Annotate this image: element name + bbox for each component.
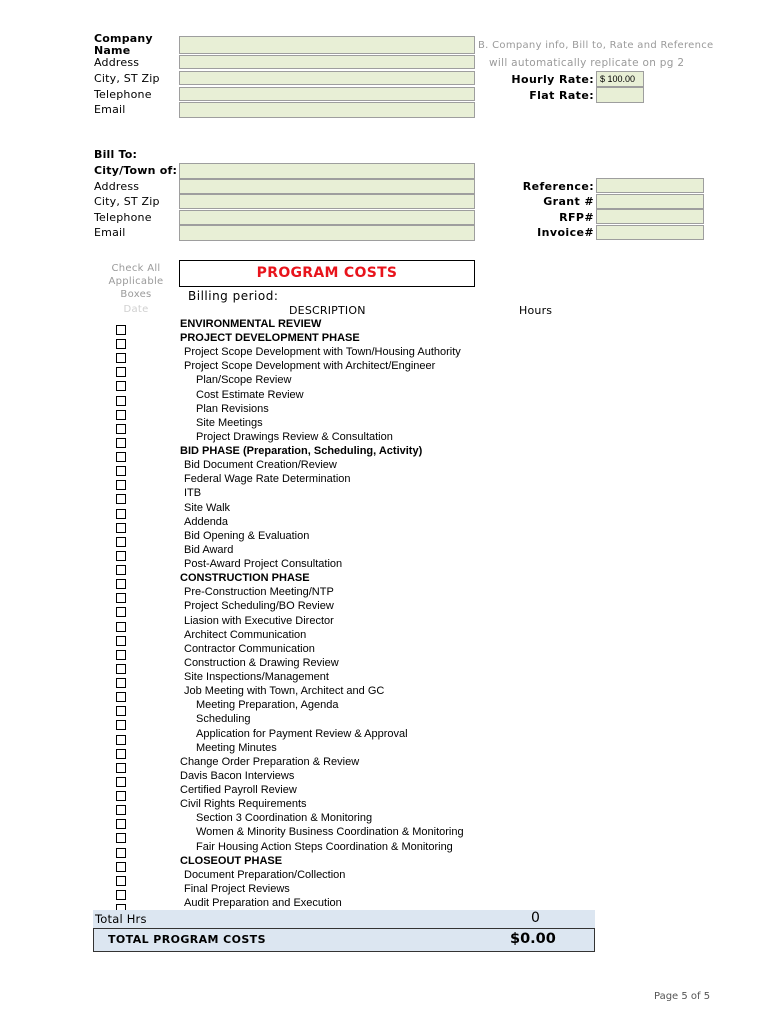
- task-item: Davis Bacon Interviews: [180, 769, 295, 782]
- company-address-field[interactable]: [179, 55, 475, 69]
- bill-telephone-label: Telephone: [94, 211, 152, 224]
- task-section-header: PROJECT DEVELOPMENT PHASE: [180, 332, 360, 345]
- bill-telephone-field[interactable]: [179, 210, 475, 225]
- rfp-field[interactable]: [596, 209, 704, 224]
- task-item: Civil Rights Requirements: [180, 798, 307, 811]
- task-item: Plan Revisions: [196, 402, 269, 415]
- task-item: Liasion with Executive Director: [184, 614, 334, 627]
- task-item: Addenda: [184, 515, 229, 528]
- task-checkbox[interactable]: [116, 410, 126, 420]
- task-item: Cost Estimate Review: [196, 388, 304, 401]
- description-header: DESCRIPTION: [289, 304, 366, 317]
- check-all-line1: Check All: [111, 263, 161, 274]
- invoice-label: Invoice#: [537, 226, 594, 239]
- company-telephone-field[interactable]: [179, 87, 475, 101]
- task-checkbox[interactable]: [116, 607, 126, 617]
- date-label: Date: [123, 304, 149, 315]
- task-item: Meeting Preparation, Agenda: [196, 699, 339, 712]
- task-item: Change Order Preparation & Review: [180, 755, 360, 768]
- check-all-line2: Applicable: [108, 276, 164, 287]
- task-checkbox[interactable]: [116, 819, 126, 829]
- task-item: Section 3 Coordination & Monitoring: [196, 812, 373, 825]
- total-hrs-label: Total Hrs: [95, 912, 147, 926]
- reference-field[interactable]: [596, 178, 704, 193]
- task-checkbox[interactable]: [116, 650, 126, 660]
- task-checkbox[interactable]: [116, 537, 126, 547]
- task-checkbox[interactable]: [116, 749, 126, 759]
- task-checkbox[interactable]: [116, 480, 126, 490]
- bill-city-label: City, ST Zip: [94, 195, 160, 208]
- task-checkbox[interactable]: [116, 494, 126, 504]
- task-checkbox[interactable]: [116, 325, 126, 335]
- task-item: Project Scheduling/BO Review: [184, 600, 334, 613]
- task-item: Final Project Reviews: [184, 882, 290, 895]
- replicate-note-line1: B. Company info, Bill to, Rate and Reference: [478, 40, 714, 51]
- task-item: Certified Payroll Review: [180, 784, 297, 797]
- task-checkbox[interactable]: [116, 424, 126, 434]
- bill-email-field[interactable]: [179, 225, 475, 241]
- task-item: Project Drawings Review & Consultation: [196, 430, 393, 443]
- task-section-header: BID PHASE (Preparation, Scheduling, Activity): [180, 445, 423, 458]
- program-costs-title: PROGRAM COSTS: [256, 265, 398, 281]
- task-item: Site Meetings: [196, 416, 263, 429]
- task-item: Post-Award Project Consultation: [184, 558, 343, 571]
- flat-rate-field[interactable]: [596, 87, 644, 103]
- task-item: Contractor Communication: [184, 642, 315, 655]
- company-city-field[interactable]: [179, 71, 475, 85]
- task-checkbox[interactable]: [116, 579, 126, 589]
- task-checkbox[interactable]: [116, 636, 126, 646]
- company-email-label: Email: [94, 103, 126, 116]
- company-name-label: Company Name: [94, 32, 153, 57]
- page-number: Page 5 of 5: [654, 991, 711, 1002]
- task-item: Project Scope Development with Town/Housing Authority: [184, 346, 461, 359]
- task-checkbox[interactable]: [116, 848, 126, 858]
- task-checkbox[interactable]: [116, 777, 126, 787]
- hourly-rate-field[interactable]: $ 100.00: [596, 71, 644, 87]
- task-checkbox[interactable]: [116, 381, 126, 391]
- task-item: Application for Payment Review & Approval: [196, 727, 408, 740]
- task-item: Pre-Construction Meeting/NTP: [184, 586, 334, 599]
- task-checkbox[interactable]: [116, 876, 126, 886]
- city-town-label: City/Town of:: [94, 164, 178, 177]
- task-checkbox[interactable]: [116, 706, 126, 716]
- grant-field[interactable]: [596, 194, 704, 209]
- task-checkbox[interactable]: [116, 735, 126, 745]
- program-costs-title-box: [179, 260, 475, 287]
- task-item: Bid Document Creation/Review: [184, 459, 337, 472]
- task-checkbox[interactable]: [116, 862, 126, 872]
- check-all-line3: Boxes: [120, 289, 152, 300]
- total-costs-row: [93, 928, 595, 952]
- task-item: Audit Preparation and Execution: [184, 897, 342, 909]
- total-costs-value: $0.00: [510, 931, 556, 947]
- company-address-label: Address: [94, 56, 140, 69]
- reference-label: Reference:: [522, 180, 594, 193]
- task-item: Federal Wage Rate Determination: [184, 473, 351, 486]
- task-checkbox[interactable]: [116, 622, 126, 632]
- task-item: Project Scope Development with Architect/Engineer: [184, 360, 436, 373]
- bill-to-title: Bill To:: [94, 148, 138, 161]
- task-checkbox[interactable]: [116, 466, 126, 476]
- total-hrs-value: 0: [531, 910, 540, 926]
- billing-period-label: Billing period:: [188, 289, 279, 303]
- rfp-label: RFP#: [559, 211, 594, 224]
- task-item: Job Meeting with Town, Architect and GC: [184, 685, 385, 698]
- bill-email-label: Email: [94, 226, 126, 239]
- task-checkbox[interactable]: [116, 339, 126, 349]
- task-checkbox[interactable]: [116, 720, 126, 730]
- task-checkbox[interactable]: [116, 692, 126, 702]
- task-item: Document Preparation/Collection: [184, 868, 346, 881]
- task-item: Plan/Scope Review: [196, 374, 292, 387]
- company-email-field[interactable]: [179, 102, 475, 118]
- task-checkbox[interactable]: [116, 593, 126, 603]
- task-item: Meeting Minutes: [196, 741, 277, 754]
- task-item: Construction & Drawing Review: [184, 656, 339, 669]
- task-checkbox[interactable]: [116, 678, 126, 688]
- task-checkbox[interactable]: [116, 890, 126, 900]
- task-checkbox[interactable]: [116, 791, 126, 801]
- task-checkbox[interactable]: [116, 452, 126, 462]
- bill-address-label: Address: [94, 180, 140, 193]
- task-checkbox[interactable]: [116, 763, 126, 773]
- company-name-field[interactable]: [179, 36, 475, 54]
- replicate-note-line2: will automatically replicate on pg 2: [489, 57, 685, 69]
- total-hrs-row: [93, 910, 595, 928]
- task-section-header: CONSTRUCTION PHASE: [180, 572, 310, 585]
- task-section-header: CLOSEOUT PHASE: [180, 854, 283, 867]
- task-item: Site Inspections/Management: [184, 671, 329, 684]
- company-telephone-label: Telephone: [94, 88, 152, 101]
- task-item: Architect Communication: [184, 628, 307, 641]
- task-item: Scheduling: [196, 713, 251, 726]
- grant-label: Grant #: [543, 195, 594, 208]
- task-checkbox[interactable]: [116, 833, 126, 843]
- task-checkbox[interactable]: [116, 551, 126, 561]
- task-item: Bid Opening & Evaluation: [184, 529, 310, 542]
- task-checkbox[interactable]: [116, 438, 126, 448]
- task-checkbox[interactable]: [116, 523, 126, 533]
- task-item: Bid Award: [184, 543, 234, 556]
- task-item: Site Walk: [184, 501, 231, 514]
- total-costs-label: TOTAL PROGRAM COSTS: [108, 933, 266, 946]
- task-section-header: ENVIRONMENTAL REVIEW: [180, 318, 322, 330]
- task-checkbox[interactable]: [116, 353, 126, 363]
- hourly-rate-label: Hourly Rate:: [511, 73, 594, 86]
- task-checkbox[interactable]: [116, 509, 126, 519]
- task-checkbox[interactable]: [116, 565, 126, 575]
- bill-address-field[interactable]: [179, 179, 475, 194]
- task-checkbox[interactable]: [116, 367, 126, 377]
- task-checkbox[interactable]: [116, 396, 126, 406]
- task-item: ITB: [184, 487, 202, 500]
- task-item: Women & Minority Business Coordination & Monitoring: [196, 826, 464, 839]
- hours-header: Hours: [519, 304, 553, 317]
- task-checkbox[interactable]: [116, 805, 126, 815]
- city-town-field[interactable]: [179, 163, 475, 179]
- bill-city-field[interactable]: [179, 194, 475, 209]
- invoice-field[interactable]: [596, 225, 704, 240]
- task-checkbox[interactable]: [116, 664, 126, 674]
- task-item: Fair Housing Action Steps Coordination & Monitoring: [196, 840, 453, 853]
- company-city-label: City, ST Zip: [94, 72, 160, 85]
- flat-rate-label: Flat Rate:: [529, 89, 594, 102]
